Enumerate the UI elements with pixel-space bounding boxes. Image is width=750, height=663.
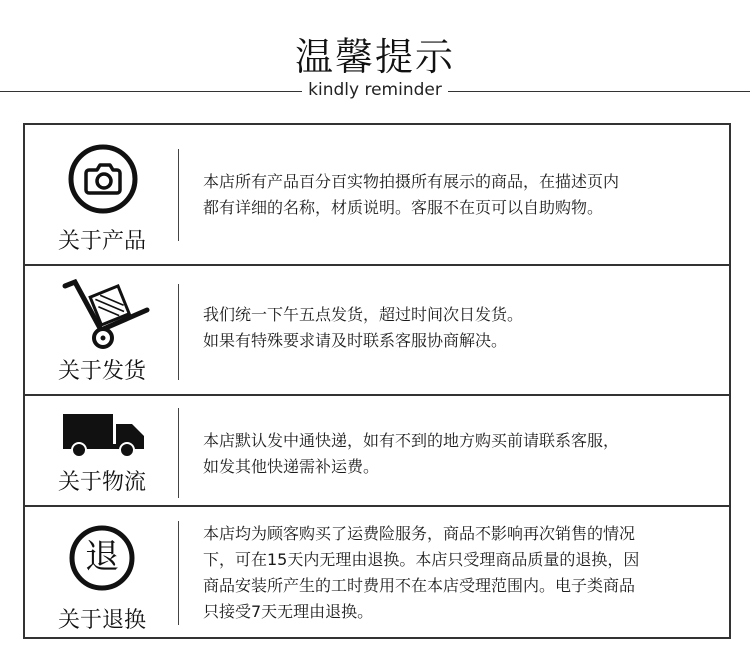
text-line: 如果有特殊要求请及时联系客服协商解决。 [203,331,508,350]
camera-icon [67,143,139,215]
text-line: 我们统一下午五点发货，超过时间次日发货。 [203,305,524,324]
section-logistics [25,394,729,507]
section-returns [25,505,729,639]
section-label: 关于退换 [57,608,146,633]
section-divider [178,521,179,625]
text-line: 本店所有产品百分百实物拍摄所有展示的商品，在描述页内 [203,172,620,191]
text-line: 都有详细的名称，材质说明。客服不在页可以自助购物。 [203,198,604,217]
return-icon [69,525,135,591]
section-text [203,428,713,480]
text-line: 商品安装所产生的工时费用不在本店受理范围内。电子类商品 [203,576,636,595]
text-line: 本店均为顾客购买了运费险服务，商品不影响再次销售的情况 [203,524,636,543]
notice-box [23,123,731,639]
section-divider [178,284,179,380]
divider-left [0,91,302,92]
text-line: 只接受7天无理由退换。 [203,602,374,621]
section-text [203,302,713,354]
section-divider [178,408,179,498]
page-subtitle: kindly reminder [308,80,442,100]
section-text [203,521,713,625]
divider-right [448,91,750,92]
text-line: 如发其他快递需补运费。 [203,457,380,476]
section-product [25,125,729,264]
section-divider [178,149,179,241]
return-icon-glyph: 退 [85,537,119,577]
section-label: 关于物流 [57,470,146,495]
section-label: 关于发货 [57,359,146,384]
delivery-truck-icon [61,410,147,460]
page-title: 温馨提示 [294,35,455,79]
subtitle-bar [0,80,750,104]
hand-truck-icon [61,278,151,350]
section-label: 关于产品 [57,229,146,254]
text-line: 下，可在15天内无理由退换。本店只受理商品质量的退换，因 [203,550,640,569]
section-shipping [25,264,729,396]
section-text [203,169,713,221]
text-line: 本店默认发中通快递，如有不到的地方购买前请联系客服， [203,431,620,450]
